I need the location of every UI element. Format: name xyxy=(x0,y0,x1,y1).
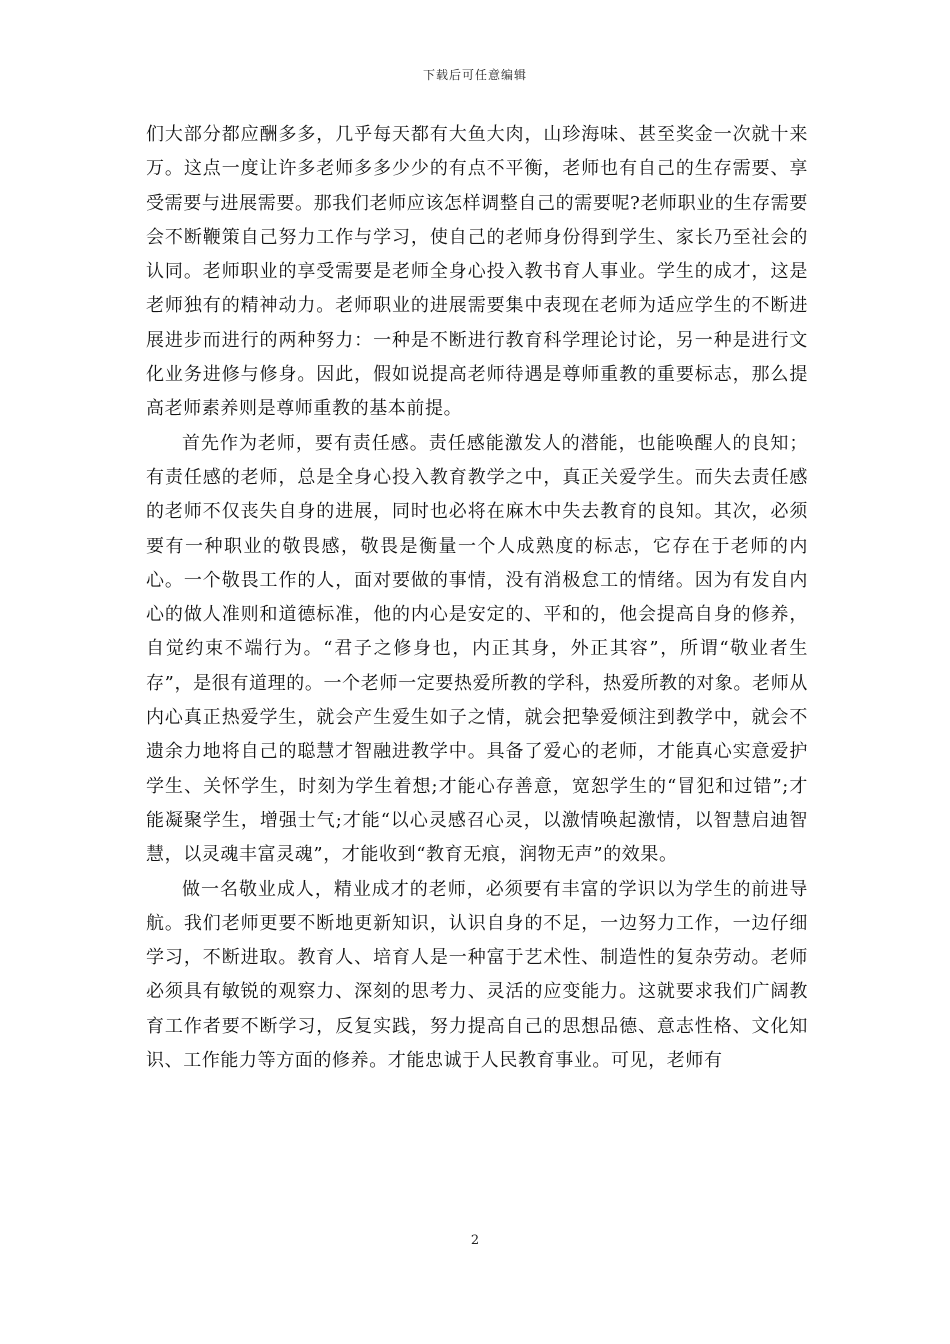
page-number: 2 xyxy=(470,1233,480,1248)
body-text xyxy=(146,118,808,1078)
paragraph-2: 首先作为老师，要有责任感。责任感能激发人的潜能，也能唤醒人的良知；有责任感的老师，总是全身心投入教育教学之中，真正关爱学生。而失去责任感的老师不仅丧失自身的进展，同时也必将在麻木中失去教育的良知。其次，必须要有一种职业的敬畏感，敬畏是衡量一个人成熟度的标志，它存在于老师的内心。一个敬畏工作的人，面对要做的事情，没有消极怠工的情绪。因为有发自内心的做人准则和道德标准，他的内心是安定的、平和的，他会提高自身的修养，自觉约束不端行为。“君子之修身也，内正其身，外正其容”，所谓“敬业者生存”，是很有道理的。一个老师一定要热爱所教的学科，热爱所教的对象。老师从内心真正热爱学生，就会产生爱生如子之情，就会把挚爱倾注到教学中，就会不遗余力地将自己的聪慧才智融进教学中。具备了爱心的老师，才能真心实意爱护学生、关怀学生，时刻为学生着想;才能心存善意，宽恕学生的“冒犯和过错”;才能凝聚学生，增强士气;才能“以心灵感召心灵，以激情唤起激情，以智慧启迪智慧，以灵魂丰富灵魂”，才能收到“教育无痕，润物无声”的效果。 xyxy=(146,432,808,866)
paragraph-3: 做一名敬业成人，精业成才的老师，必须要有丰富的学识以为学生的前进导航。我们老师更要不断地更新知识，认识自身的不足，一边努力工作，一边仔细学习，不断进取。教育人、培育人是一种富于艺术性、制造性的复杂劳动。老师必须具有敏锐的观察力、深刻的思考力、灵活的应变能力。这就要求我们广阔教育工作者要不断学习，反复实践，努力提高自己的思想品德、意志性格、文化知识、工作能力等方面的修养。才能忠诚于人民教育事业。可见，老师有 xyxy=(146,878,808,1072)
page-header: 下载后可任意编辑 xyxy=(422,68,527,82)
paragraph-1: 们大部分都应酬多多，几乎每天都有大鱼大肉，山珍海味、甚至奖金一次就十来万。这点一度让许多老师多多少少的有点不平衡，老师也有自己的生存需要、享受需要与进展需要。那我们老师应该怎样调整自己的需要呢?老师职业的生存需要会不断鞭策自己努力工作与学习，使自己的老师身份得到学生、家长乃至社会的认同。老师职业的享受需要是老师全身心投入教书育人事业。学生的成才，这是老师独有的精神动力。老师职业的进展需要集中表现在老师为适应学生的不断进展进步而进行的两种努力：一种是不断进行教育科学理论讨论，另一种是进行文化业务进修与修身。因此，假如说提高老师待遇是尊师重教的重要标志，那么提高老师素养则是尊师重教的基本前提。 xyxy=(146,124,808,420)
